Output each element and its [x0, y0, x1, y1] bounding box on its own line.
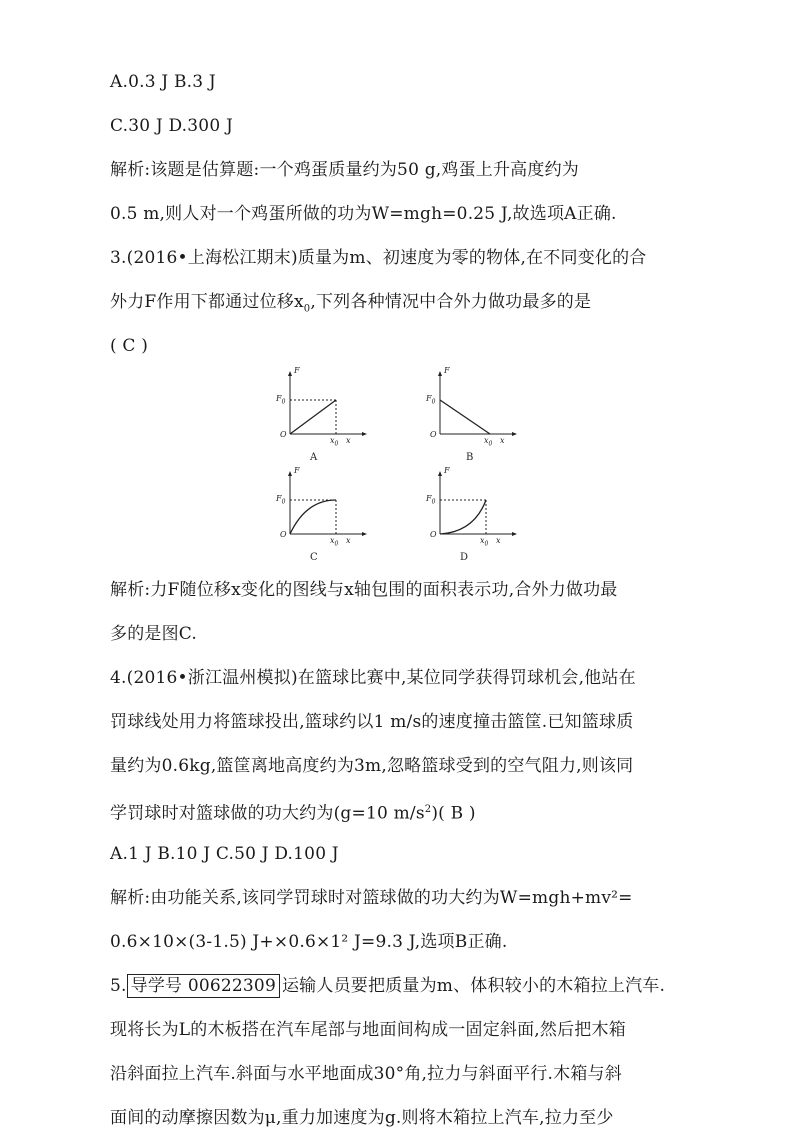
- q3-stem-line-1: 3.(2016•上海松江期末)质量为m、初速度为零的物体,在不同变化的合: [110, 248, 647, 268]
- q3-analysis-line-2: 多的是图C.: [110, 624, 198, 644]
- graph-a-f0-label: $F_0$: [276, 394, 286, 406]
- q3-stem-text-b: ,下列各种情况中合外力做功最多的是: [310, 292, 592, 312]
- graph-b-f-label: F: [444, 366, 450, 375]
- graph-d-f-label: F: [444, 466, 450, 475]
- graph-a-x-label: x: [346, 436, 351, 445]
- q4-stem-superscript: 2: [424, 804, 432, 815]
- graph-c-f0-label: $F_0$: [276, 494, 286, 506]
- q5-number: 5.: [110, 976, 127, 996]
- graph-c-svg: [280, 472, 370, 542]
- q2-analysis-line-2: 0.5 m,则人对一个鸡蛋所做的功为W=mgh=0.25 J,故选项A正确.: [110, 204, 617, 224]
- q5-stem-line-3: 沿斜面拉上汽车.斜面与水平地面成30°角,拉力与斜面平行.木箱与斜: [110, 1064, 622, 1084]
- graph-b-origin: O: [430, 430, 437, 439]
- graph-c-f-label: F: [294, 466, 300, 475]
- graph-c-origin: O: [280, 530, 287, 539]
- q4-analysis-line-2: 0.6×10×(3-1.5) J+×0.6×1² J=9.3 J,选项B正确.: [110, 932, 508, 952]
- q2-options-row-1: A.0.3 J B.3 J: [110, 72, 216, 92]
- q4-stem-text-a: 学罚球时对篮球做的功大约为(g=10 m/s: [110, 803, 425, 824]
- force-displacement-figure: [110, 366, 688, 563]
- graph-d-caption: D: [460, 552, 469, 563]
- q4-options: A.1 J B.10 J C.50 J D.100 J: [110, 844, 339, 864]
- q3-stem-line-2: [110, 280, 688, 324]
- graph-b-caption: B: [466, 452, 474, 463]
- graph-b-x0-label: $x_0$: [484, 436, 493, 448]
- graph-d-svg: [430, 472, 520, 542]
- q5-stem-line-4: 面间的动摩擦因数为μ,重力加速度为g.则将木箱拉上汽车,拉力至少: [110, 1108, 614, 1128]
- graph-b-x-label: x: [500, 436, 505, 445]
- graph-a-origin: O: [280, 430, 287, 439]
- q4-stem-line-2: 罚球线处用力将篮球投出,篮球约以1 m/s的速度撞击篮筐.已知篮球质: [110, 712, 634, 732]
- graph-b: [426, 366, 670, 463]
- graph-a-caption: A: [310, 452, 318, 463]
- q2-analysis-line-1: 解析:该题是估算题:一个鸡蛋质量约为50 g,鸡蛋上升高度约为: [110, 160, 579, 180]
- graph-d-x-label: x: [496, 536, 501, 545]
- q3-analysis-line-1: 解析:力F随位移x变化的图线与x轴包围的面积表示功,合外力做功最: [110, 580, 618, 600]
- graph-c-x-label: x: [346, 536, 351, 545]
- q4-stem-line-4: [110, 788, 688, 832]
- graph-c-x0-label: $x_0$: [330, 536, 339, 548]
- graph-d: [426, 466, 670, 563]
- q4-stem-line-1: 4.(2016•浙江温州模拟)在篮球比赛中,某位同学获得罚球机会,他站在: [110, 668, 636, 688]
- graph-d-f0-label: $F_0$: [426, 494, 436, 506]
- q5-stem-line-1: [110, 964, 688, 1008]
- graph-a-f-label: F: [294, 366, 300, 375]
- graph-a-svg: [280, 372, 370, 442]
- q5-guide-number-box: 导学号 00622309: [127, 974, 280, 998]
- graph-a-x0-label: $x_0$: [330, 436, 339, 448]
- q4-stem-line-3: 量约为0.6kg,篮筐离地高度约为3m,忽略篮球受到的空气阻力,则该同: [110, 756, 634, 776]
- q3-stem-text-a: 外力F作用下都通过位移x: [110, 292, 304, 312]
- graph-b-f0-label: $F_0$: [426, 394, 436, 406]
- graph-b-svg: [430, 372, 520, 442]
- graph-d-origin: O: [430, 530, 437, 539]
- q5-stem-line-2: 现将长为L的木板搭在汽车尾部与地面间构成一固定斜面,然后把木箱: [110, 1020, 626, 1040]
- q2-options-row-2: C.30 J D.300 J: [110, 116, 233, 136]
- q4-analysis-line-1: 解析:由功能关系,该同学罚球时对篮球做的功大约为W=mgh+mv²=: [110, 888, 633, 908]
- graph-d-x0-label: $x_0$: [480, 536, 489, 548]
- q4-stem-text-b: )( B ): [431, 803, 476, 824]
- document-page: [110, 60, 688, 1140]
- q3-stem-subscript: 0: [303, 303, 311, 315]
- q5-stem-text: 运输人员要把质量为m、体积较小的木箱拉上汽车.: [281, 976, 666, 996]
- graph-c-caption: C: [310, 552, 318, 563]
- q3-answer: ( C ): [110, 336, 149, 356]
